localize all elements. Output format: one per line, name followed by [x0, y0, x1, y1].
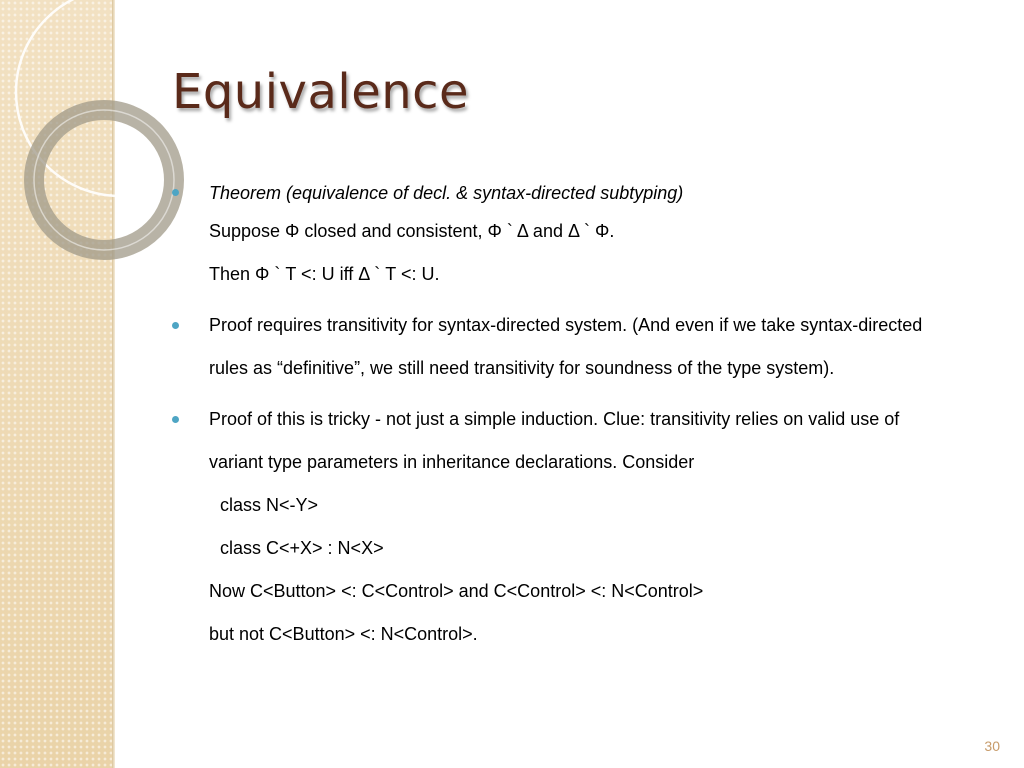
proof-line-2: rules as “definitive”, we still need transitivity for soundness of the type system). — [209, 358, 835, 378]
proof-line-1: Proof requires transitivity for syntax-directed system. (And even if we take syntax-directed — [209, 315, 923, 335]
bullet-proof-tricky — [172, 398, 1002, 656]
decorative-side-band — [0, 0, 112, 768]
example-subtyping: Now C<Button> <: C<Control> and C<Control> <: N<Control> — [209, 581, 704, 601]
bullet-theorem — [172, 176, 1002, 296]
bullet-dot — [172, 416, 179, 423]
tricky-line-2: variant type parameters in inheritance declarations. Consider — [209, 452, 695, 472]
slide-body — [172, 176, 1002, 656]
theorem-heading: Theorem (equivalence of decl. & syntax-directed subtyping) — [209, 183, 684, 203]
code-class-c: class C<+X> : N<X> — [220, 538, 384, 558]
bullet-dot — [172, 189, 179, 196]
page-number: 30 — [984, 738, 1000, 754]
side-band-edge — [112, 0, 115, 768]
theorem-supposition: Suppose Φ closed and consistent, Φ ` Δ and Δ ` Φ. — [209, 221, 615, 241]
theorem-conclusion: Then Φ ` T <: U iff Δ ` T <: U. — [209, 264, 440, 284]
bullet-dot — [172, 322, 179, 329]
slide-title: Equivalence — [172, 64, 470, 120]
example-counterexample: but not C<Button> <: N<Control>. — [209, 624, 478, 644]
bullet-proof-transitivity — [172, 304, 1002, 390]
code-class-n: class N<-Y> — [220, 495, 319, 515]
tricky-line-1: Proof of this is tricky - not just a simple induction. Clue: transitivity relies on valid use of — [209, 409, 900, 429]
